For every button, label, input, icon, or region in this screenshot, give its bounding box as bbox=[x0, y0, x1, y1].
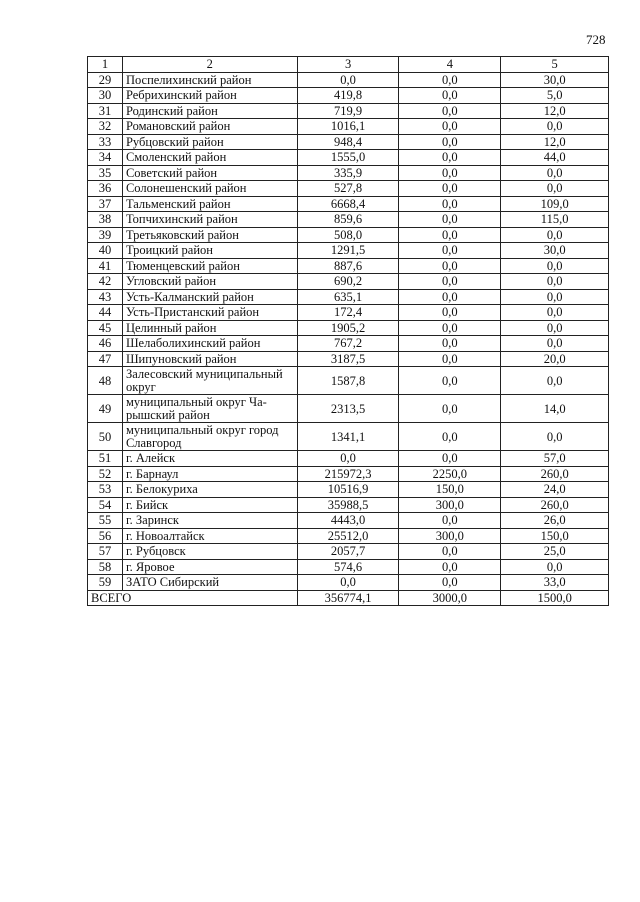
table-row bbox=[88, 482, 609, 498]
total-label: ВСЕГО bbox=[88, 590, 298, 606]
row-number: 43 bbox=[88, 289, 123, 305]
row-number: 29 bbox=[88, 72, 123, 88]
table-row bbox=[88, 544, 609, 560]
value-col-5: 26,0 bbox=[501, 513, 609, 529]
table-row bbox=[88, 559, 609, 575]
value-col-5: 260,0 bbox=[501, 466, 609, 482]
table-row bbox=[88, 165, 609, 181]
table-row bbox=[88, 212, 609, 228]
total-col-5: 1500,0 bbox=[501, 590, 609, 606]
distribution-table bbox=[87, 56, 609, 606]
municipality-name: Тюменцевский район bbox=[122, 258, 297, 274]
value-col-5: 0,0 bbox=[501, 320, 609, 336]
table-row bbox=[88, 227, 609, 243]
value-col-4: 300,0 bbox=[399, 497, 501, 513]
value-col-3: 1555,0 bbox=[297, 150, 399, 166]
row-number: 54 bbox=[88, 497, 123, 513]
total-col-3: 356774,1 bbox=[297, 590, 399, 606]
value-col-5: 30,0 bbox=[501, 72, 609, 88]
table-row bbox=[88, 274, 609, 290]
table-row bbox=[88, 134, 609, 150]
row-number: 31 bbox=[88, 103, 123, 119]
value-col-4: 0,0 bbox=[399, 212, 501, 228]
table-row bbox=[88, 196, 609, 212]
value-col-5: 0,0 bbox=[501, 181, 609, 197]
value-col-3: 948,4 bbox=[297, 134, 399, 150]
value-col-5: 44,0 bbox=[501, 150, 609, 166]
value-col-4: 0,0 bbox=[399, 134, 501, 150]
municipality-name: муниципальный округ Ча-рышский район bbox=[122, 395, 297, 423]
value-col-3: 1341,1 bbox=[297, 423, 399, 451]
row-number: 32 bbox=[88, 119, 123, 135]
value-col-5: 12,0 bbox=[501, 134, 609, 150]
table-row bbox=[88, 103, 609, 119]
value-col-5: 25,0 bbox=[501, 544, 609, 560]
table-row bbox=[88, 513, 609, 529]
row-number: 41 bbox=[88, 258, 123, 274]
value-col-3: 0,0 bbox=[297, 451, 399, 467]
page-number: 728 bbox=[586, 32, 606, 47]
value-col-5: 0,0 bbox=[501, 274, 609, 290]
value-col-5: 24,0 bbox=[501, 482, 609, 498]
value-col-5: 0,0 bbox=[501, 119, 609, 135]
row-number: 51 bbox=[88, 451, 123, 467]
value-col-5: 0,0 bbox=[501, 258, 609, 274]
value-col-4: 0,0 bbox=[399, 395, 501, 423]
value-col-4: 0,0 bbox=[399, 544, 501, 560]
value-col-5: 57,0 bbox=[501, 451, 609, 467]
value-col-3: 527,8 bbox=[297, 181, 399, 197]
table-row bbox=[88, 367, 609, 395]
value-col-4: 0,0 bbox=[399, 181, 501, 197]
value-col-3: 0,0 bbox=[297, 72, 399, 88]
value-col-3: 3187,5 bbox=[297, 351, 399, 367]
municipality-name: Советский район bbox=[122, 165, 297, 181]
column-header: 2 bbox=[122, 57, 297, 73]
value-col-4: 2250,0 bbox=[399, 466, 501, 482]
value-col-4: 0,0 bbox=[399, 367, 501, 395]
column-header: 5 bbox=[501, 57, 609, 73]
table-row bbox=[88, 88, 609, 104]
row-number: 49 bbox=[88, 395, 123, 423]
value-col-5: 0,0 bbox=[501, 336, 609, 352]
value-col-4: 0,0 bbox=[399, 274, 501, 290]
value-col-5: 260,0 bbox=[501, 497, 609, 513]
table-row bbox=[88, 289, 609, 305]
value-col-5: 0,0 bbox=[501, 559, 609, 575]
municipality-name: Тальменский район bbox=[122, 196, 297, 212]
municipality-name: Солонешенский район bbox=[122, 181, 297, 197]
value-col-4: 0,0 bbox=[399, 423, 501, 451]
table-body bbox=[88, 57, 609, 606]
municipality-name: муниципальный округ город Славгород bbox=[122, 423, 297, 451]
municipality-name: Поспелихинский район bbox=[122, 72, 297, 88]
table-row bbox=[88, 336, 609, 352]
value-col-3: 25512,0 bbox=[297, 528, 399, 544]
municipality-name: Залесовский муниципальный округ bbox=[122, 367, 297, 395]
municipality-name: Смоленский район bbox=[122, 150, 297, 166]
table-row bbox=[88, 466, 609, 482]
row-number: 40 bbox=[88, 243, 123, 259]
value-col-5: 20,0 bbox=[501, 351, 609, 367]
value-col-5: 150,0 bbox=[501, 528, 609, 544]
value-col-4: 0,0 bbox=[399, 72, 501, 88]
value-col-3: 1587,8 bbox=[297, 367, 399, 395]
row-number: 30 bbox=[88, 88, 123, 104]
value-col-3: 635,1 bbox=[297, 289, 399, 305]
value-col-3: 35988,5 bbox=[297, 497, 399, 513]
municipality-name: Усть-Пристанский район bbox=[122, 305, 297, 321]
value-col-5: 12,0 bbox=[501, 103, 609, 119]
row-number: 38 bbox=[88, 212, 123, 228]
row-number: 56 bbox=[88, 528, 123, 544]
row-number: 59 bbox=[88, 575, 123, 591]
row-number: 47 bbox=[88, 351, 123, 367]
value-col-3: 1291,5 bbox=[297, 243, 399, 259]
value-col-5: 0,0 bbox=[501, 165, 609, 181]
row-number: 35 bbox=[88, 165, 123, 181]
value-col-5: 33,0 bbox=[501, 575, 609, 591]
table-row bbox=[88, 451, 609, 467]
value-col-5: 14,0 bbox=[501, 395, 609, 423]
value-col-5: 109,0 bbox=[501, 196, 609, 212]
row-number: 33 bbox=[88, 134, 123, 150]
table-row bbox=[88, 72, 609, 88]
column-header: 3 bbox=[297, 57, 399, 73]
table-row bbox=[88, 181, 609, 197]
value-col-5: 30,0 bbox=[501, 243, 609, 259]
value-col-3: 719,9 bbox=[297, 103, 399, 119]
municipality-name: Троицкий район bbox=[122, 243, 297, 259]
value-col-5: 0,0 bbox=[501, 305, 609, 321]
value-col-5: 0,0 bbox=[501, 367, 609, 395]
table-row bbox=[88, 528, 609, 544]
total-col-4: 3000,0 bbox=[399, 590, 501, 606]
table-row bbox=[88, 243, 609, 259]
value-col-5: 0,0 bbox=[501, 289, 609, 305]
table-row bbox=[88, 305, 609, 321]
value-col-3: 508,0 bbox=[297, 227, 399, 243]
row-number: 42 bbox=[88, 274, 123, 290]
value-col-5: 0,0 bbox=[501, 423, 609, 451]
municipality-name: Топчихинский район bbox=[122, 212, 297, 228]
value-col-4: 0,0 bbox=[399, 196, 501, 212]
row-number: 57 bbox=[88, 544, 123, 560]
value-col-3: 1016,1 bbox=[297, 119, 399, 135]
value-col-4: 0,0 bbox=[399, 336, 501, 352]
municipality-name: Родинский район bbox=[122, 103, 297, 119]
row-number: 55 bbox=[88, 513, 123, 529]
value-col-4: 0,0 bbox=[399, 119, 501, 135]
row-number: 39 bbox=[88, 227, 123, 243]
value-col-4: 0,0 bbox=[399, 305, 501, 321]
row-number: 45 bbox=[88, 320, 123, 336]
total-row bbox=[88, 590, 609, 606]
municipality-name: Рубцовский район bbox=[122, 134, 297, 150]
municipality-name: г. Барнаул bbox=[122, 466, 297, 482]
municipality-name: Романовский район bbox=[122, 119, 297, 135]
value-col-4: 0,0 bbox=[399, 320, 501, 336]
value-col-3: 335,9 bbox=[297, 165, 399, 181]
municipality-name: г. Белокуриха bbox=[122, 482, 297, 498]
municipality-name: Шипуновский район bbox=[122, 351, 297, 367]
value-col-4: 150,0 bbox=[399, 482, 501, 498]
municipality-name: г. Алейск bbox=[122, 451, 297, 467]
value-col-5: 115,0 bbox=[501, 212, 609, 228]
value-col-4: 0,0 bbox=[399, 258, 501, 274]
value-col-4: 0,0 bbox=[399, 88, 501, 104]
value-col-3: 419,8 bbox=[297, 88, 399, 104]
value-col-3: 1905,2 bbox=[297, 320, 399, 336]
row-number: 58 bbox=[88, 559, 123, 575]
value-col-4: 300,0 bbox=[399, 528, 501, 544]
table-row bbox=[88, 150, 609, 166]
value-col-5: 0,0 bbox=[501, 227, 609, 243]
value-col-3: 859,6 bbox=[297, 212, 399, 228]
municipality-name: Третьяковский район bbox=[122, 227, 297, 243]
column-header: 1 bbox=[88, 57, 123, 73]
header-row bbox=[88, 57, 609, 73]
column-header: 4 bbox=[399, 57, 501, 73]
value-col-4: 0,0 bbox=[399, 243, 501, 259]
value-col-3: 690,2 bbox=[297, 274, 399, 290]
table-row bbox=[88, 497, 609, 513]
row-number: 36 bbox=[88, 181, 123, 197]
value-col-3: 2057,7 bbox=[297, 544, 399, 560]
value-col-3: 4443,0 bbox=[297, 513, 399, 529]
row-number: 46 bbox=[88, 336, 123, 352]
table-row bbox=[88, 320, 609, 336]
municipality-name: Ребрихинский район bbox=[122, 88, 297, 104]
municipality-name: Усть-Калманский район bbox=[122, 289, 297, 305]
value-col-3: 172,4 bbox=[297, 305, 399, 321]
row-number: 48 bbox=[88, 367, 123, 395]
table-row bbox=[88, 575, 609, 591]
value-col-3: 887,6 bbox=[297, 258, 399, 274]
row-number: 37 bbox=[88, 196, 123, 212]
value-col-3: 574,6 bbox=[297, 559, 399, 575]
municipality-name: ЗАТО Сибирский bbox=[122, 575, 297, 591]
row-number: 34 bbox=[88, 150, 123, 166]
value-col-3: 0,0 bbox=[297, 575, 399, 591]
value-col-4: 0,0 bbox=[399, 451, 501, 467]
value-col-3: 2313,5 bbox=[297, 395, 399, 423]
value-col-4: 0,0 bbox=[399, 165, 501, 181]
municipality-name: г. Рубцовск bbox=[122, 544, 297, 560]
municipality-name: Угловский район bbox=[122, 274, 297, 290]
table-row bbox=[88, 351, 609, 367]
value-col-4: 0,0 bbox=[399, 559, 501, 575]
value-col-3: 215972,3 bbox=[297, 466, 399, 482]
municipality-name: Шелаболихинский район bbox=[122, 336, 297, 352]
municipality-name: г. Заринск bbox=[122, 513, 297, 529]
value-col-3: 10516,9 bbox=[297, 482, 399, 498]
municipality-name: г. Новоалтайск bbox=[122, 528, 297, 544]
value-col-3: 6668,4 bbox=[297, 196, 399, 212]
value-col-4: 0,0 bbox=[399, 227, 501, 243]
row-number: 53 bbox=[88, 482, 123, 498]
value-col-4: 0,0 bbox=[399, 150, 501, 166]
table-row bbox=[88, 119, 609, 135]
value-col-4: 0,0 bbox=[399, 513, 501, 529]
row-number: 52 bbox=[88, 466, 123, 482]
value-col-4: 0,0 bbox=[399, 289, 501, 305]
table-row bbox=[88, 395, 609, 423]
municipality-name: Целинный район bbox=[122, 320, 297, 336]
table-row bbox=[88, 423, 609, 451]
value-col-5: 5,0 bbox=[501, 88, 609, 104]
value-col-4: 0,0 bbox=[399, 351, 501, 367]
value-col-4: 0,0 bbox=[399, 103, 501, 119]
municipality-name: г. Яровое bbox=[122, 559, 297, 575]
municipality-name: г. Бийск bbox=[122, 497, 297, 513]
value-col-3: 767,2 bbox=[297, 336, 399, 352]
table-row bbox=[88, 258, 609, 274]
row-number: 44 bbox=[88, 305, 123, 321]
row-number: 50 bbox=[88, 423, 123, 451]
value-col-4: 0,0 bbox=[399, 575, 501, 591]
